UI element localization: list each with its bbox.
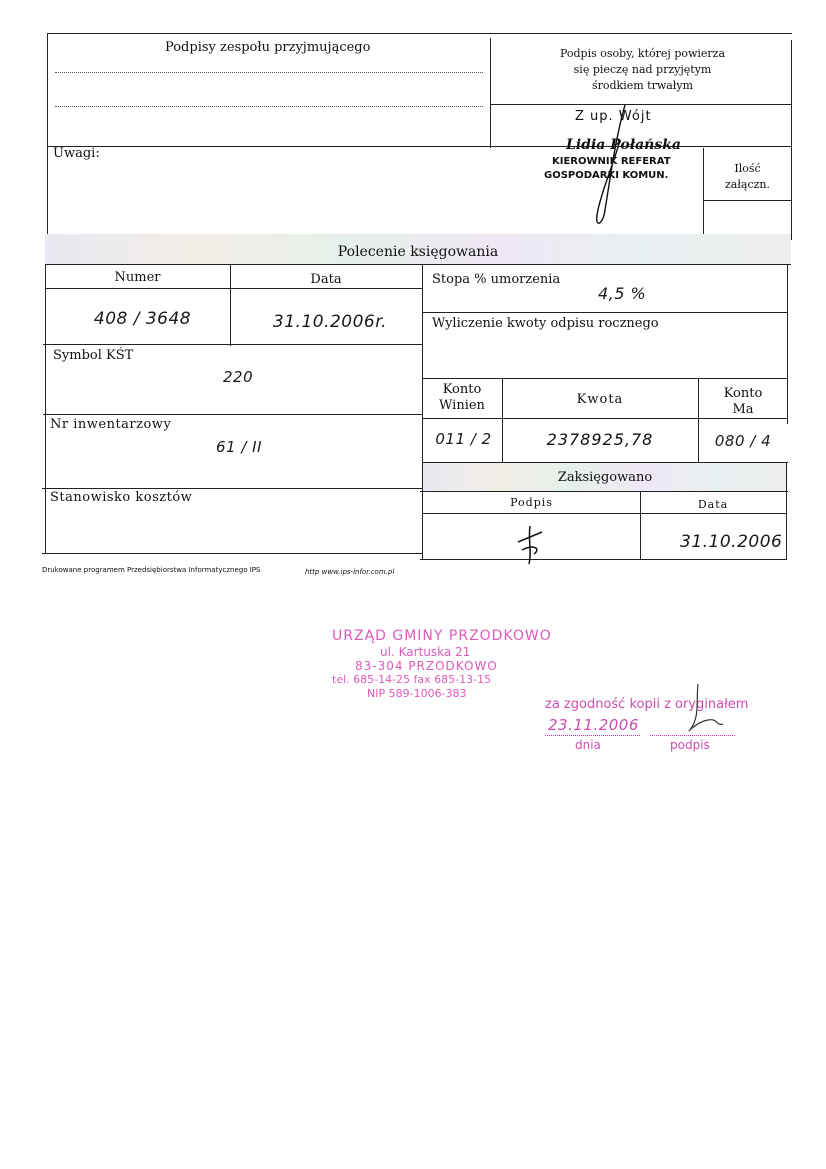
office-stamp-line-5: NIP 589-1006-383 xyxy=(367,687,467,700)
attachments-label-line-1: Ilość xyxy=(734,162,761,175)
copy-stamp-date-line xyxy=(545,735,640,736)
signer-title-line-1: KIEROWNIK REFERAT xyxy=(552,156,671,167)
booked-date-value: 31.10.2006 xyxy=(680,532,783,552)
debit-account-label-line-2: Winien xyxy=(439,398,485,413)
office-stamp-line-4: tel. 685-14-25 fax 685-13-15 xyxy=(332,673,492,686)
inventory-number-label: Nr inwentarzowy xyxy=(50,417,172,432)
amount-label: Kwota xyxy=(576,392,624,407)
credit-account-value: 080 / 4 xyxy=(714,432,772,450)
credit-account-label-line-2: Ma xyxy=(732,402,754,417)
amount-value: 2378925,78 xyxy=(546,430,654,449)
copy-stamp-signature-scribble xyxy=(668,682,728,742)
depreciation-rate-label: Stopa % umorzenia xyxy=(432,272,561,287)
booked-title: Zaksięgowano xyxy=(557,470,653,485)
copy-stamp-signature-label: podpis xyxy=(670,738,710,752)
office-stamp-line-1: URZĄD GMINY PRZODKOWO xyxy=(332,628,552,644)
signer-title-line-2: GOSPODARKI KOMUN. xyxy=(544,170,669,181)
copy-stamp-date-value: 23.11.2006 xyxy=(548,716,639,734)
printed-by-note: Drukowane programem Przedsiębiorstwa Informatycznego IPS xyxy=(42,566,261,574)
copy-stamp-date-label: dnia xyxy=(575,738,601,752)
signature-scribble xyxy=(585,100,645,230)
inventory-number-value: 61 / II xyxy=(216,438,263,456)
custodian-title-line-3: środkiem trwałym xyxy=(591,79,694,92)
team-signature-line-1 xyxy=(55,72,483,73)
remarks-label: Uwagi: xyxy=(53,146,100,161)
date-value: 31.10.2006r. xyxy=(272,312,388,332)
attachments-label-line-2: załączn. xyxy=(724,178,770,191)
date-label: Data xyxy=(310,272,342,287)
booked-date-label: Data xyxy=(697,498,729,511)
signer-name: Lidia Połańska xyxy=(566,137,681,153)
debit-account-label-line-1: Konto xyxy=(442,382,482,397)
copy-stamp-title: za zgodność kopii z oryginałem xyxy=(545,697,749,712)
team-signatures-title: Podpisy zespołu przyjmującego xyxy=(165,40,371,55)
on-behalf-stamp: Z up. Wójt xyxy=(575,109,652,124)
booked-signature-label: Podpis xyxy=(510,496,553,509)
debit-account-value: 011 / 2 xyxy=(435,430,492,448)
annual-write-off-label: Wyliczenie kwoty odpisu rocznego xyxy=(432,316,659,331)
office-stamp-line-3: 83-304 PRZODKOWO xyxy=(355,659,498,673)
kst-symbol-value: 220 xyxy=(223,368,254,386)
booked-signature-scribble xyxy=(512,522,552,566)
cost-center-label: Stanowisko kosztów xyxy=(50,490,193,505)
publisher-url: http www.ips-infor.com.pl xyxy=(305,568,395,576)
number-value: 408 / 3648 xyxy=(93,309,192,329)
credit-account-label-line-1: Konto xyxy=(723,386,763,401)
depreciation-rate-value: 4,5 % xyxy=(598,284,647,303)
posting-title: Polecenie księgowania xyxy=(337,244,499,260)
custodian-title-line-2: się pieczę nad przyjętym xyxy=(573,63,712,76)
custodian-title-line-1: Podpis osoby, której powierza xyxy=(559,47,726,60)
number-label: Numer xyxy=(114,270,161,285)
kst-symbol-label: Symbol KŚT xyxy=(53,348,134,363)
team-signature-line-2 xyxy=(55,106,483,107)
office-stamp-line-2: ul. Kartuska 21 xyxy=(380,645,471,659)
